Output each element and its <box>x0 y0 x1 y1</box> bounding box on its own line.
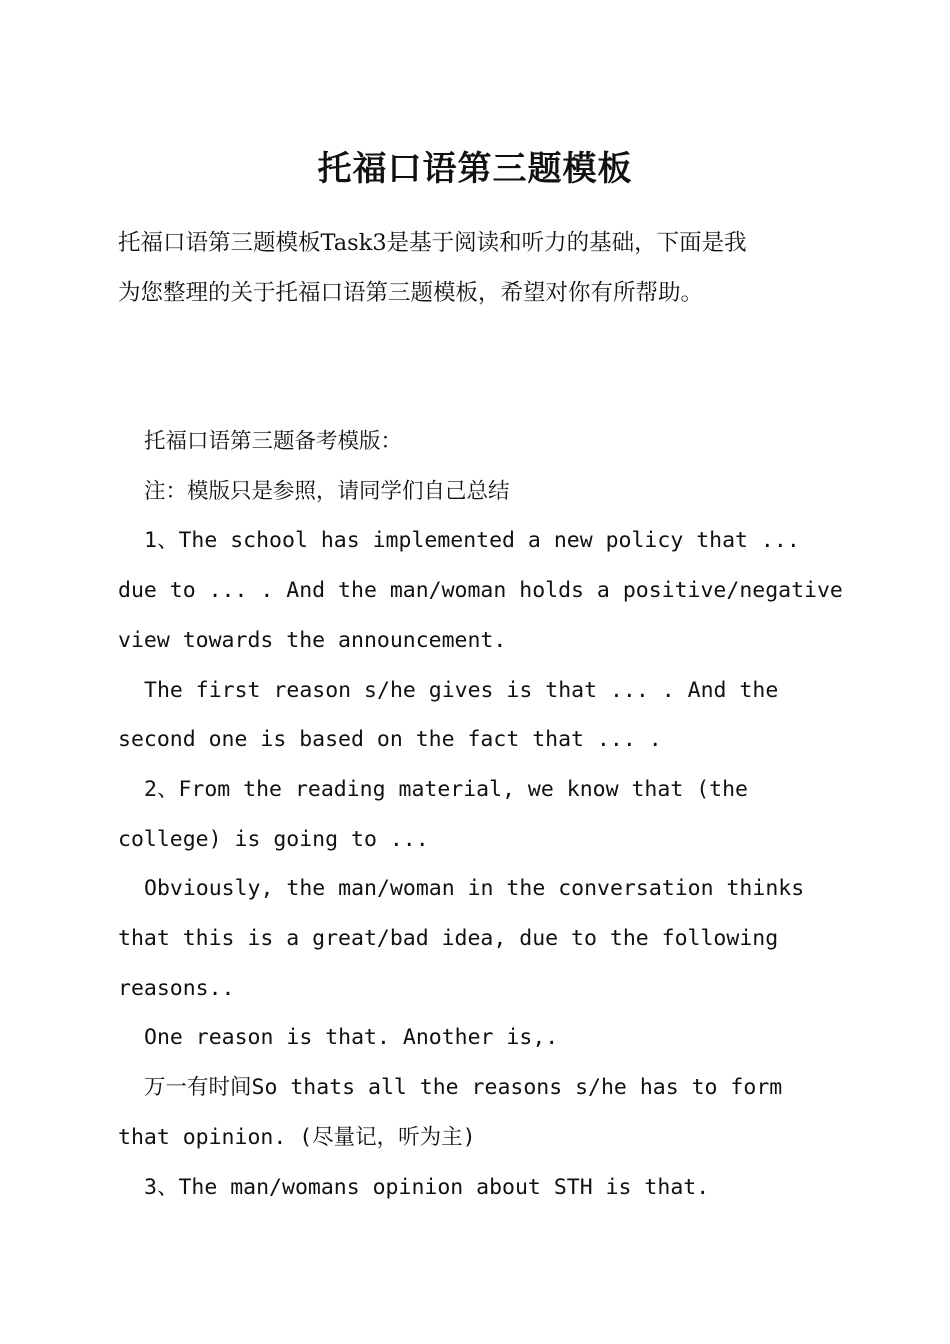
text-line: The first reason s/he gives is that ... . And the <box>144 677 779 703</box>
text-line: One reason is that. Another is,. <box>144 1025 559 1051</box>
text-line: 1、The school has implemented a new policy that ... <box>144 528 800 554</box>
template-body <box>118 417 858 1212</box>
intro-paragraph <box>118 218 838 318</box>
text-line: Obviously, the man/woman in the conversation thinks <box>144 876 805 902</box>
text-line: reasons.. <box>118 975 235 1001</box>
text-line: view towards the announcement. <box>118 627 507 653</box>
text-line: due to ... . And the man/woman holds a positive/negative <box>118 578 843 604</box>
text-line: 3、The man/womans opinion about STH is that. <box>144 1174 710 1200</box>
section-heading: 托福口语第三题备考模版： <box>144 429 403 454</box>
document-title: 托福口语第三题模板 <box>317 149 633 189</box>
intro-line: 托福口语第三题模板Task3是基于阅读和听力的基础，下面是我 <box>118 230 747 256</box>
text-line: 万一有时间So thats all the reasons s/he has to form <box>144 1075 783 1101</box>
text-line: second one is based on the fact that ... . <box>118 727 662 753</box>
intro-line: 为您整理的关于托福口语第三题模板，希望对你有所帮助。 <box>118 280 704 306</box>
text-line: 2、From the reading material, we know that (the <box>144 776 748 802</box>
text-line: college) is going to ... <box>118 826 429 852</box>
text-line: that opinion. (尽量记，听为主) <box>118 1124 476 1150</box>
note-line: 注：模版只是参照，请同学们自己总结 <box>144 478 510 504</box>
text-line: that this is a great/bad idea, due to the following <box>118 926 779 952</box>
